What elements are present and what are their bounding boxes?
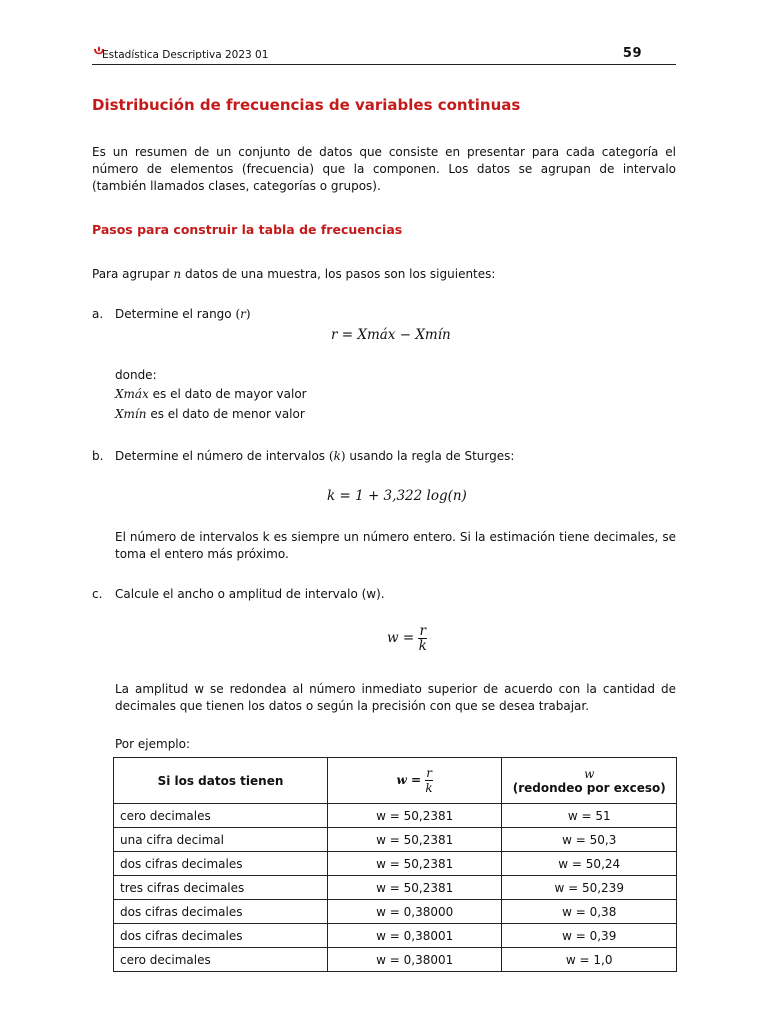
table-row [114,948,677,972]
header-rounded-text: (redondeo por exceso) [512,780,666,795]
width-formula-lhs: w = [387,630,415,646]
lead-paragraph [92,266,676,283]
cell-width: w = 50,2381 [327,876,502,900]
table-header-row [114,758,677,804]
step-c-text: Calcule el ancho o amplitud de intervalo (w). [115,587,385,601]
cell-data-case: tres cifras decimales [114,876,328,900]
cell-width: w = 0,38001 [327,948,502,972]
step-a-instruction: Determine el rango [115,307,232,321]
xmin-text: es el dato de menor valor [150,407,305,421]
step-a-where: donde: [115,368,157,382]
section-subtitle: Pasos para construir la tabla de frecuencias [92,222,403,237]
step-c-label: c. [92,587,103,601]
example-label: Por ejemplo: [115,737,191,751]
step-a-label: a. [92,307,104,321]
cell-rounded: w = 1,0 [502,948,677,972]
xmin-symbol: Xmín [115,407,147,421]
range-formula: r = Xmáx − Xmín [331,327,451,343]
cell-rounded: w = 0,39 [502,924,677,948]
section-title: Distribución de frecuencias de variables continuas [92,96,521,114]
cell-data-case: cero decimales [114,804,328,828]
step-b-label: b. [92,449,104,463]
cell-rounded: w = 51 [502,804,677,828]
xmax-symbol: Xmáx [115,387,149,401]
intro-paragraph: Es un resumen de un conjunto de datos que consiste en presentar para cada categoría el número de elementos (frecuencia) que la componen. Los datos se agrupan de intervalo (también llamados clases, categorías o grupos). [92,145,676,193]
width-fraction-numerator: r [419,623,426,639]
step-b-symbol: k [333,449,341,463]
width-fraction-denominator: k [418,638,427,654]
lead-text-before: Para agrupar [92,267,170,281]
lead-variable: n [173,267,182,281]
header-width-lhs: w = [396,773,421,787]
cell-data-case: cero decimales [114,948,328,972]
table-row [114,828,677,852]
cell-rounded: w = 50,239 [502,876,677,900]
cell-width: w = 0,38000 [327,900,502,924]
width-fraction [418,624,426,653]
header-title: Estadística Descriptiva 2023 01 [102,49,269,61]
cell-width: w = 50,2381 [327,852,502,876]
cell-rounded: w = 50,24 [502,852,677,876]
cell-width: w = 50,2381 [327,804,502,828]
header-data-case: Si los datos tienen [114,758,328,804]
table-row [114,804,677,828]
header-rounded-symbol: w [584,766,595,781]
cell-width: w = 0,38001 [327,924,502,948]
cell-data-case: dos cifras decimales [114,852,328,876]
table-row [114,900,677,924]
header-fraction-denominator: k [425,781,433,795]
xmax-definition [115,387,307,401]
header-width-fraction [425,766,433,795]
xmin-definition [115,407,305,421]
header-fraction-numerator: r [426,766,432,780]
cell-data-case: dos cifras decimales [114,924,328,948]
xmax-text: es el dato de mayor valor [152,387,307,401]
cell-data-case: una cifra decimal [114,828,328,852]
step-b-instruction: Determine el número de intervalos [115,449,326,463]
cell-rounded: w = 50,3 [502,828,677,852]
step-a-text: Determine el rango (r) [115,307,251,321]
sturges-formula: k = 1 + 3,322 log(n) [327,488,467,504]
step-c-note: La amplitud w se redondea al número inmediato superior de acuerdo con la cantidad de decimales que tienen los datos o según la precisión con que se desea trabajar. [115,682,676,713]
table-row [114,852,677,876]
header-width-formula [327,758,502,804]
header-rounded [502,758,677,804]
example-table [113,757,677,972]
step-b-note: El número de intervalos k es siempre un número entero. Si la estimación tiene decimales, se toma el entero más próximo. [115,530,676,561]
table-row [114,876,677,900]
cell-data-case: dos cifras decimales [114,900,328,924]
lead-text-after: datos de una muestra, los pasos son los siguientes: [184,267,496,281]
page-header [92,44,676,65]
table-row [114,924,677,948]
cell-rounded: w = 0,38 [502,900,677,924]
step-a-symbol: r [240,307,246,321]
cell-width: w = 50,2381 [327,828,502,852]
step-b-instruction-end: usando la regla de Sturges: [349,449,515,463]
width-formula [387,624,427,653]
page-number: 59 [622,46,642,61]
table-body [114,804,677,972]
step-b-text: Determine el número de intervalos (k) usando la regla de Sturges: [115,449,515,463]
